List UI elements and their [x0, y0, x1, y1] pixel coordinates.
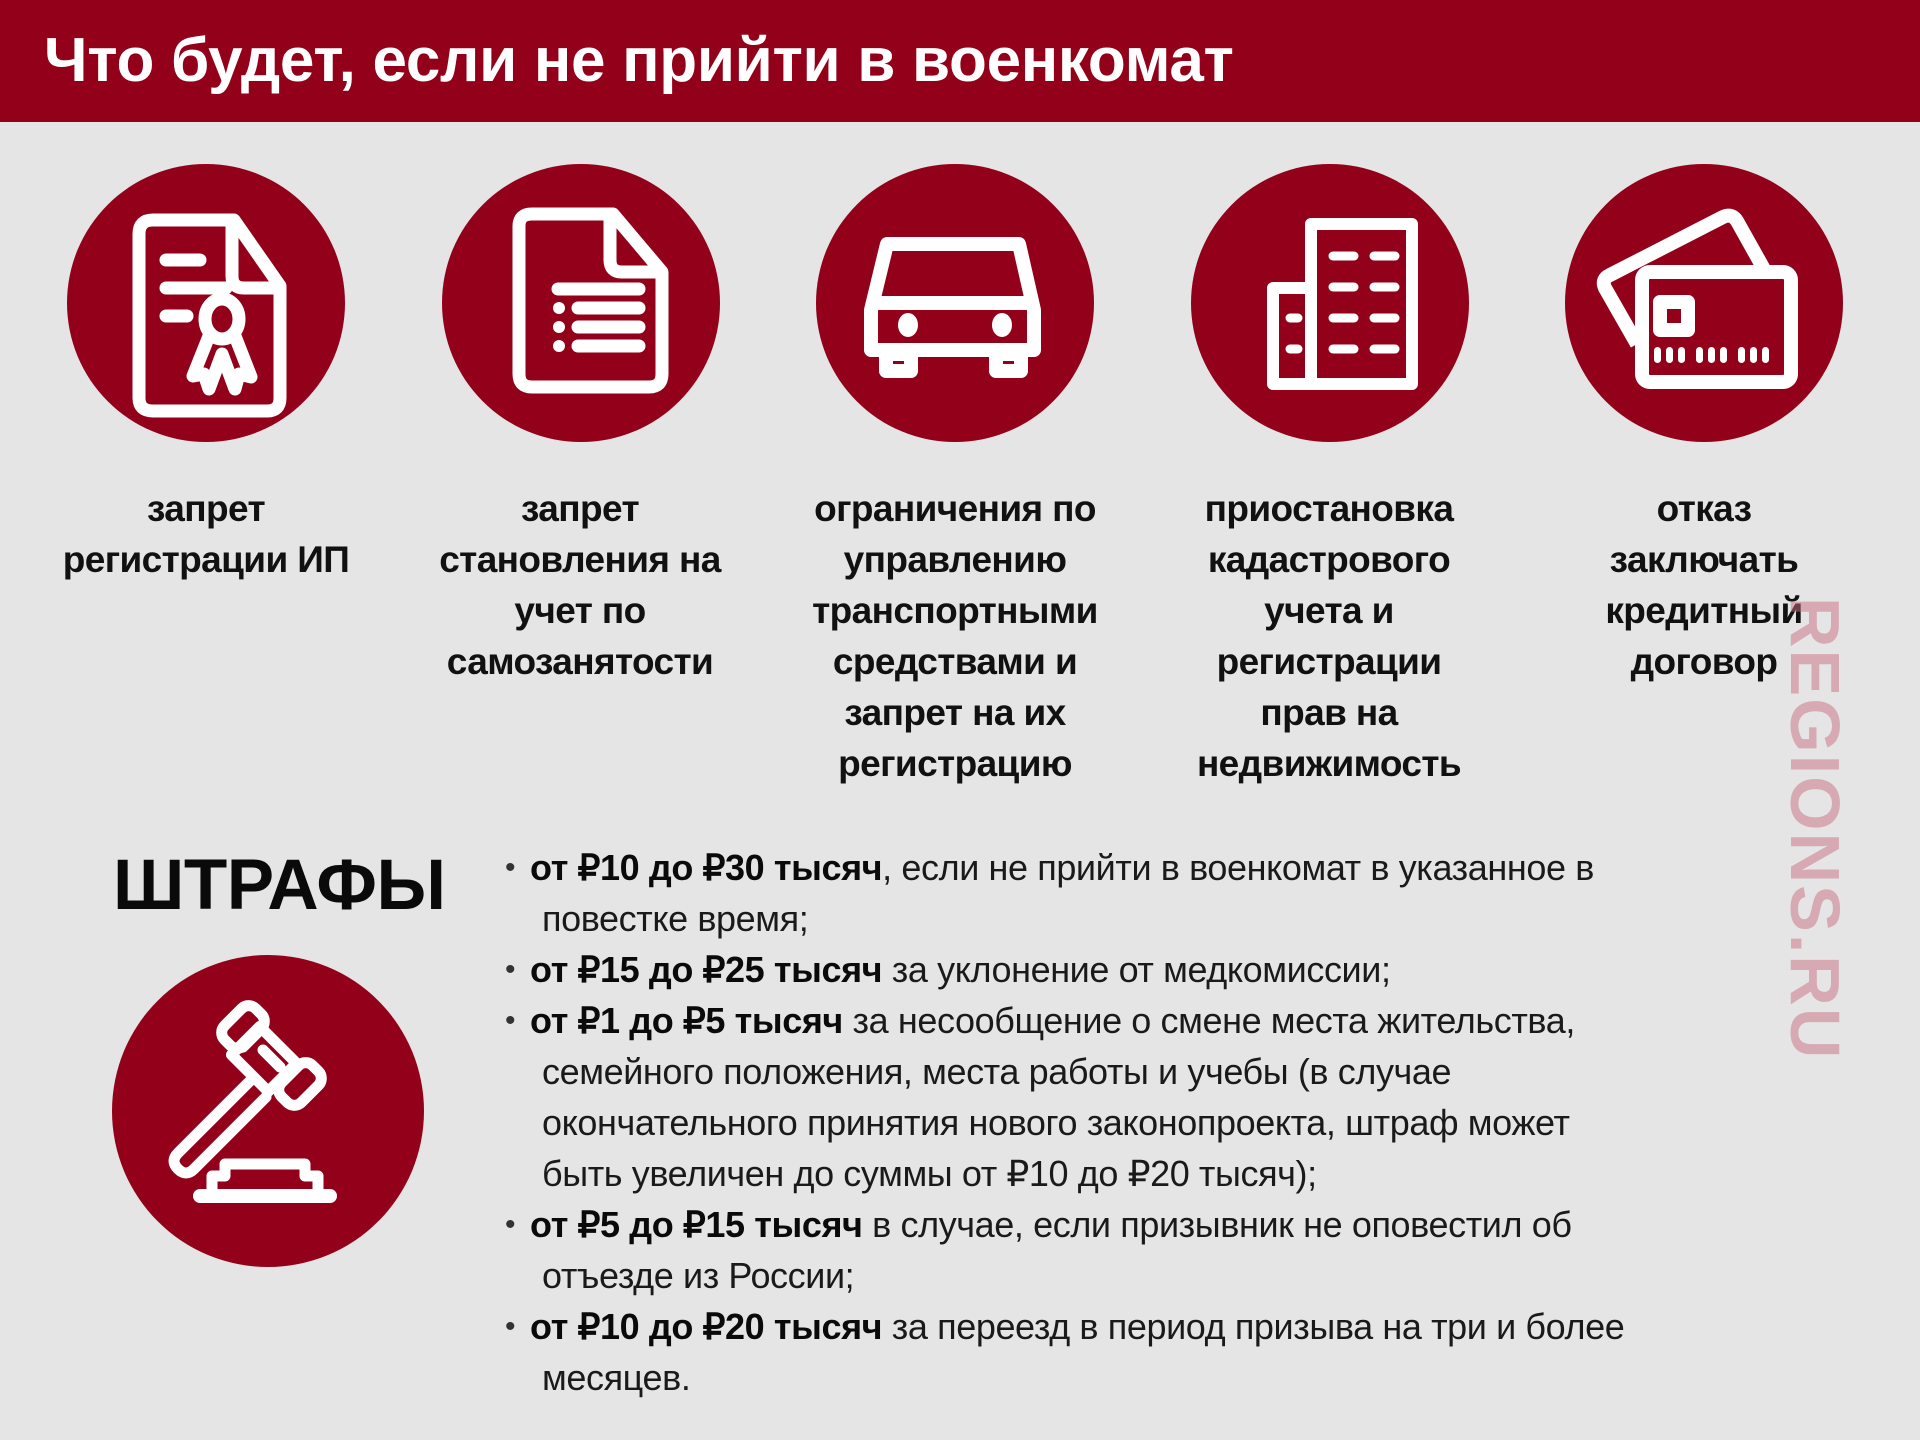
fine-description-continued: отъезде из России; [542, 1255, 855, 1296]
consequence-label-2 [400, 483, 760, 687]
gavel-icon-circle [112, 955, 424, 1267]
buildings-icon [1191, 164, 1469, 442]
label-line: запрет [146, 488, 266, 529]
label-line: запрет на их [844, 692, 1066, 733]
consequence-icon-circle-2 [442, 164, 720, 442]
bullet-icon: • [505, 1208, 516, 1241]
gavel-icon [112, 955, 424, 1267]
fine-amount: от ₽5 до ₽15 тысяч [530, 1204, 863, 1245]
fine-amount: от ₽15 до ₽25 тысяч [530, 949, 883, 990]
list-document-icon [442, 164, 720, 442]
label-line: договор [1630, 641, 1778, 682]
fine-description: за переезд в период призыва на три и более [882, 1306, 1625, 1347]
label-line: транспортными [812, 590, 1098, 631]
fine-description: , если не прийти в военкомат в указанное в [882, 847, 1594, 888]
fine-amount: от ₽1 до ₽5 тысяч [530, 1000, 843, 1041]
consequence-label-1 [26, 483, 386, 585]
consequence-icon-circle-3 [816, 164, 1094, 442]
fine-item-5 [503, 1301, 1803, 1352]
label-line: недвижимость [1196, 743, 1462, 784]
label-line: приостановка [1204, 488, 1454, 529]
fine-description: за несообщение о смене места жительства, [842, 1000, 1575, 1041]
label-line: самозанятости [446, 641, 714, 682]
credit-cards-icon [1565, 164, 1843, 442]
fines-heading: ШТРАФЫ [113, 846, 446, 925]
fine-amount: от ₽10 до ₽20 тысяч [530, 1306, 883, 1347]
fine-description-continued: окончательного принятия нового законопроекта, штраф может [542, 1102, 1570, 1143]
fine-description: за уклонение от медкомиссии; [882, 949, 1391, 990]
bullet-icon: • [505, 851, 516, 884]
watermark-logo: REGIONS.RU [1776, 597, 1854, 1061]
label-line: кадастрового [1207, 539, 1451, 580]
label-line: средствами и [832, 641, 1078, 682]
consequence-icon-circle-5 [1565, 164, 1843, 442]
label-line: учет по [514, 590, 646, 631]
fine-item-1 [503, 842, 1803, 893]
bullet-icon: • [505, 1004, 516, 1037]
label-line: прав на [1260, 692, 1398, 733]
consequence-label-3 [775, 483, 1135, 789]
fine-description-continued: семейного положения, места работы и учебы (в случае [542, 1051, 1452, 1092]
car-icon [816, 164, 1094, 442]
fine-description-continued: месяцев. [542, 1357, 691, 1398]
label-line: отказ [1656, 488, 1752, 529]
header-banner [0, 0, 1920, 122]
label-line: становления на [439, 539, 721, 580]
page-title: Что будет, если не прийти в военкомат [44, 26, 1234, 95]
bullet-icon: • [505, 1310, 516, 1343]
fine-item-2 [503, 944, 1803, 995]
label-line: запрет [520, 488, 640, 529]
label-line: регистрации [1216, 641, 1442, 682]
label-line: заключать [1609, 539, 1799, 580]
consequence-icon-circle-1 [67, 164, 345, 442]
label-line: учета и [1264, 590, 1394, 631]
label-line: управлению [843, 539, 1067, 580]
label-line: регистрацию [838, 743, 1072, 784]
label-line: регистрации ИП [62, 539, 350, 580]
certificate-document-icon [67, 164, 345, 442]
label-line: ограничения по [814, 488, 1096, 529]
fines-list [503, 842, 1803, 1403]
fine-description-continued: быть увеличен до суммы от ₽10 до ₽20 тысяч); [542, 1153, 1317, 1194]
consequence-icon-circle-4 [1191, 164, 1469, 442]
bullet-icon: • [505, 953, 516, 986]
fine-item-4 [503, 1199, 1803, 1250]
consequence-label-4 [1149, 483, 1509, 789]
fine-item-3 [503, 995, 1803, 1046]
fine-description-continued: повестке время; [542, 898, 809, 939]
label-line: кредитный [1605, 590, 1803, 631]
fine-description: в случае, если призывник не оповестил об [862, 1204, 1572, 1245]
fine-amount: от ₽10 до ₽30 тысяч [530, 847, 883, 888]
